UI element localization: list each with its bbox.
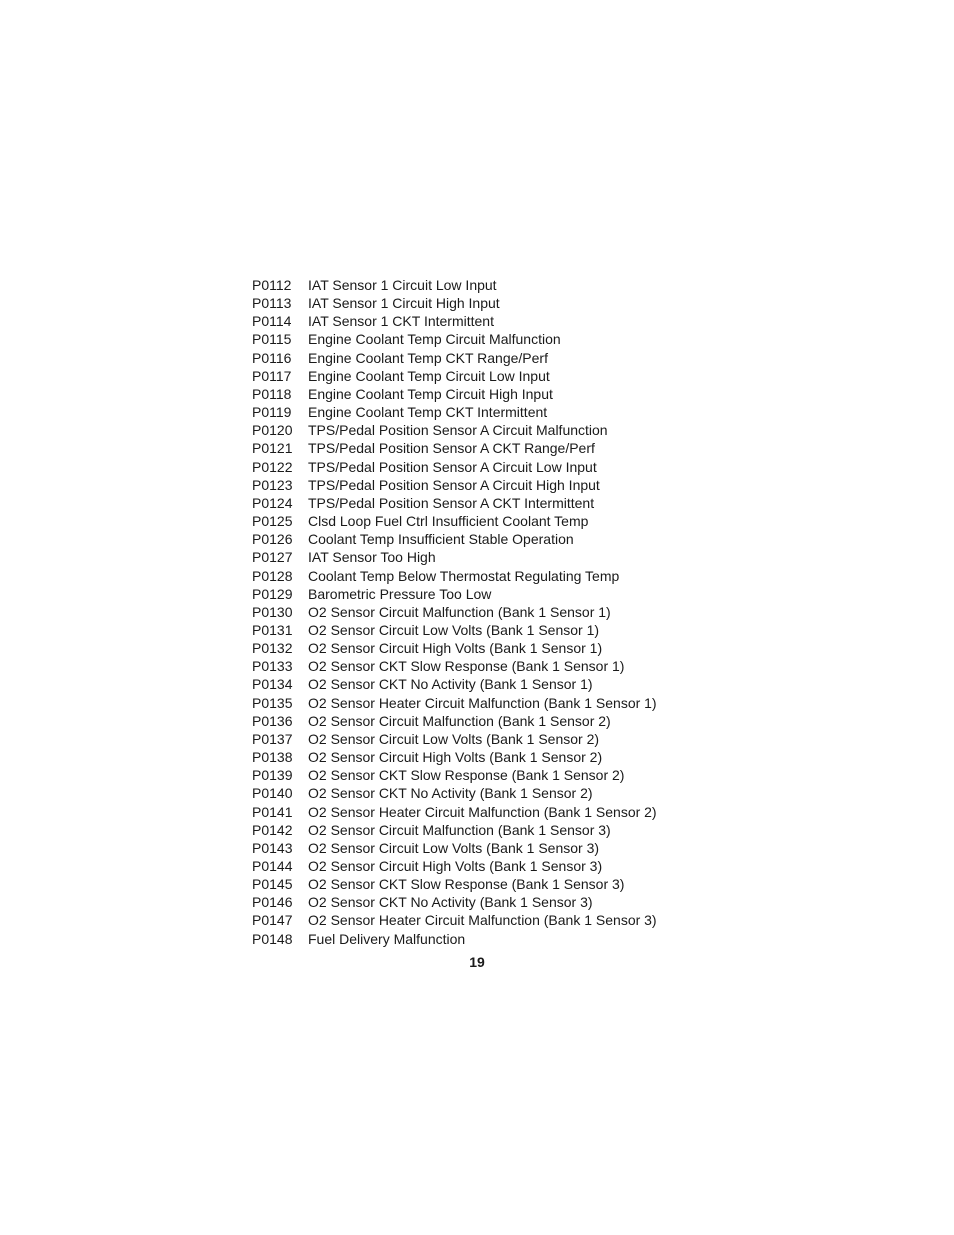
trouble-code-description: IAT Sensor 1 CKT Intermittent [308, 313, 494, 330]
trouble-code-id: P0117 [252, 367, 292, 384]
trouble-code-id: P0133 [252, 658, 293, 675]
trouble-code-description: O2 Sensor Circuit Malfunction (Bank 1 Sensor 1) [308, 603, 611, 620]
trouble-code-description: O2 Sensor Heater Circuit Malfunction (Bank 1 Sensor 1) [308, 694, 657, 711]
trouble-code-row [252, 675, 752, 693]
trouble-code-description: O2 Sensor Circuit Malfunction (Bank 1 Sensor 2) [308, 712, 611, 729]
trouble-code-id: P0137 [252, 730, 293, 747]
trouble-code-id: P0144 [252, 858, 293, 874]
trouble-code-id: P0132 [252, 640, 293, 657]
trouble-code-row [252, 803, 752, 821]
trouble-code-row [252, 857, 752, 875]
trouble-code-id: P0121 [252, 440, 293, 457]
trouble-code-row [252, 603, 752, 621]
trouble-code-id: P0131 [252, 621, 293, 638]
trouble-code-description: O2 Sensor CKT No Activity (Bank 1 Sensor 1) [308, 676, 593, 693]
trouble-code-id: P0134 [252, 676, 293, 693]
trouble-code-id: P0140 [252, 785, 293, 802]
trouble-code-row [252, 276, 752, 294]
trouble-code-id: P0127 [252, 549, 293, 566]
trouble-code-description: Engine Coolant Temp CKT Range/Perf [308, 349, 548, 366]
trouble-code-row [252, 875, 752, 893]
trouble-code-id: P0126 [252, 531, 293, 548]
trouble-code-id: P0143 [252, 839, 293, 856]
trouble-code-row [252, 567, 752, 585]
trouble-code-row [252, 458, 752, 476]
trouble-code-description: O2 Sensor Circuit Low Volts (Bank 1 Sensor 1) [308, 621, 600, 638]
trouble-code-row [252, 294, 752, 312]
trouble-code-description: O2 Sensor CKT Slow Response (Bank 1 Sensor 1) [308, 658, 625, 675]
trouble-code-id: P0120 [252, 422, 293, 439]
trouble-code-description: Barometric Pressure Too Low [308, 585, 492, 602]
trouble-code-row [252, 639, 752, 657]
trouble-code-row [252, 330, 752, 348]
trouble-code-row [252, 367, 752, 385]
trouble-code-id: P0116 [252, 349, 292, 366]
trouble-code-row [252, 476, 752, 494]
trouble-code-id: P0130 [252, 603, 293, 620]
trouble-code-description: O2 Sensor Heater Circuit Malfunction (Bank 1 Sensor 2) [308, 803, 657, 820]
trouble-code-row [252, 385, 752, 403]
trouble-code-row [252, 548, 752, 566]
trouble-code-description: O2 Sensor CKT No Activity (Bank 1 Sensor 2) [308, 785, 593, 802]
trouble-code-row [252, 657, 752, 675]
trouble-code-description: Engine Coolant Temp CKT Intermittent [308, 404, 548, 421]
trouble-code-description: TPS/Pedal Position Sensor A Circuit High Input [308, 476, 600, 493]
trouble-code-row [252, 730, 752, 748]
trouble-code-description: Clsd Loop Fuel Ctrl Insufficient Coolant Temp [308, 513, 589, 530]
trouble-code-description: Engine Coolant Temp Circuit High Input [308, 385, 553, 402]
trouble-code-description: Engine Coolant Temp Circuit Low Input [308, 367, 550, 384]
trouble-code-id: P0147 [252, 912, 293, 929]
trouble-code-description: TPS/Pedal Position Sensor A Circuit Low Input [308, 458, 597, 475]
trouble-code-description: O2 Sensor CKT No Activity (Bank 1 Sensor 3) [308, 894, 593, 911]
trouble-code-row [252, 712, 752, 730]
trouble-code-id: P0135 [252, 694, 293, 711]
trouble-code-description: IAT Sensor 1 Circuit High Input [308, 295, 500, 312]
trouble-code-id: P0115 [252, 331, 292, 348]
trouble-code-id: P0124 [252, 494, 293, 511]
trouble-code-id: P0112 [252, 277, 292, 293]
trouble-code-id: P0129 [252, 585, 293, 602]
trouble-code-description: TPS/Pedal Position Sensor A CKT Intermittent [308, 494, 595, 511]
trouble-code-list [252, 276, 752, 948]
trouble-code-row [252, 930, 752, 948]
trouble-code-row [252, 403, 752, 421]
trouble-code-description: TPS/Pedal Position Sensor A Circuit Malfunction [308, 422, 608, 439]
trouble-code-id: P0128 [252, 567, 293, 584]
trouble-code-row [252, 439, 752, 457]
trouble-code-id: P0113 [252, 295, 292, 312]
trouble-code-description: O2 Sensor Circuit Low Volts (Bank 1 Sensor 2) [308, 730, 600, 747]
trouble-code-id: P0148 [252, 930, 293, 947]
trouble-code-id: P0146 [252, 894, 293, 911]
trouble-code-id: P0138 [252, 749, 293, 766]
trouble-code-row [252, 911, 752, 929]
trouble-code-row [252, 621, 752, 639]
trouble-code-description: IAT Sensor 1 Circuit Low Input [308, 277, 497, 293]
trouble-code-row [252, 784, 752, 802]
trouble-code-description: Coolant Temp Below Thermostat Regulating Temp [308, 567, 620, 584]
trouble-code-row [252, 312, 752, 330]
trouble-code-id: P0123 [252, 476, 293, 493]
page-number: 19 [469, 954, 485, 970]
trouble-code-row [252, 530, 752, 548]
trouble-code-id: P0142 [252, 821, 293, 838]
trouble-code-id: P0122 [252, 458, 293, 475]
trouble-code-description: O2 Sensor Circuit Malfunction (Bank 1 Sensor 3) [308, 821, 611, 838]
trouble-code-id: P0139 [252, 767, 293, 784]
trouble-code-description: O2 Sensor Circuit High Volts (Bank 1 Sensor 1) [308, 640, 603, 657]
trouble-code-description: O2 Sensor Circuit Low Volts (Bank 1 Sensor 3) [308, 839, 600, 856]
trouble-code-description: O2 Sensor Circuit High Volts (Bank 1 Sensor 2) [308, 749, 603, 766]
trouble-code-description: Engine Coolant Temp Circuit Malfunction [308, 331, 561, 348]
trouble-code-id: P0136 [252, 712, 293, 729]
trouble-code-description: Fuel Delivery Malfunction [308, 930, 466, 947]
trouble-code-row [252, 766, 752, 784]
trouble-code-id: P0114 [252, 313, 292, 330]
trouble-code-row [252, 839, 752, 857]
trouble-code-id: P0118 [252, 385, 292, 402]
trouble-code-row [252, 748, 752, 766]
trouble-code-row [252, 494, 752, 512]
trouble-code-row [252, 821, 752, 839]
trouble-code-row [252, 694, 752, 712]
trouble-code-id: P0119 [252, 404, 292, 421]
trouble-code-row [252, 512, 752, 530]
trouble-code-id: P0145 [252, 876, 293, 893]
trouble-code-row [252, 585, 752, 603]
trouble-code-description: O2 Sensor CKT Slow Response (Bank 1 Sensor 2) [308, 767, 625, 784]
trouble-code-id: P0141 [252, 803, 293, 820]
trouble-code-row [252, 421, 752, 439]
trouble-code-description: O2 Sensor Circuit High Volts (Bank 1 Sensor 3) [308, 858, 603, 874]
trouble-code-description: O2 Sensor Heater Circuit Malfunction (Bank 1 Sensor 3) [308, 912, 657, 929]
trouble-code-description: TPS/Pedal Position Sensor A CKT Range/Perf [308, 440, 595, 457]
trouble-code-row [252, 349, 752, 367]
trouble-code-id: P0125 [252, 513, 293, 530]
trouble-code-description: Coolant Temp Insufficient Stable Operation [308, 531, 574, 548]
trouble-code-description: IAT Sensor Too High [308, 549, 436, 566]
trouble-code-row [252, 893, 752, 911]
trouble-code-description: O2 Sensor CKT Slow Response (Bank 1 Sensor 3) [308, 876, 625, 893]
